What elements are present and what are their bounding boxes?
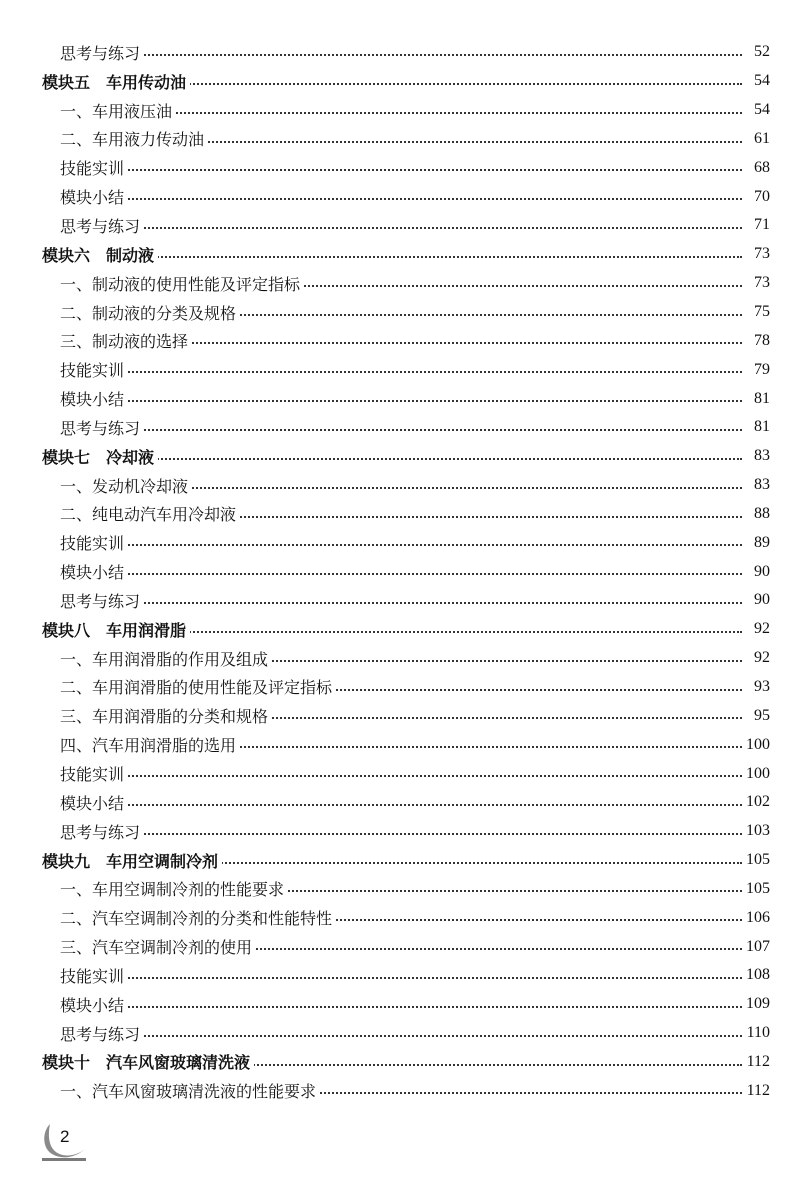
- toc-entry: [0, 644, 790, 673]
- toc-title: 三、制动液的选择: [60, 329, 192, 352]
- toc-title: 思考与练习: [60, 820, 144, 843]
- dot-leader: [60, 429, 742, 431]
- toc-entry: [0, 326, 790, 355]
- dot-leader: [60, 602, 742, 604]
- toc-entry: [0, 211, 790, 240]
- toc-title: 一、汽车风窗玻璃清洗液的性能要求: [60, 1079, 320, 1102]
- toc-page-number: 88: [750, 505, 770, 523]
- toc-entry: [0, 701, 790, 730]
- toc-module-heading: [0, 442, 790, 471]
- toc-title: 技能实训: [60, 156, 128, 179]
- toc-page-number: 103: [742, 822, 770, 840]
- toc-title: 一、车用润滑脂的作用及组成: [60, 647, 272, 670]
- toc-page-number: 106: [742, 909, 770, 927]
- dot-leader: [60, 371, 742, 373]
- toc-entry: [0, 874, 790, 903]
- toc-entry: [0, 961, 790, 990]
- page-footer: [40, 1118, 90, 1168]
- toc-title: 模块十 汽车风窗玻璃清洗液: [42, 1050, 254, 1073]
- toc-page-number: 83: [750, 447, 770, 465]
- toc-title: 思考与练习: [60, 416, 144, 439]
- toc-page-number: 100: [742, 736, 770, 754]
- toc-title: 技能实训: [60, 531, 128, 554]
- toc-title: 模块小结: [60, 387, 128, 410]
- toc-entry: [0, 730, 790, 759]
- toc-page-number: 73: [750, 245, 770, 263]
- toc-page-number: 89: [750, 534, 770, 552]
- toc-entry: [0, 788, 790, 817]
- toc-entry: [0, 903, 790, 932]
- toc-entry: [0, 269, 790, 298]
- toc-entry: [0, 38, 790, 67]
- toc-page-number: 81: [750, 390, 770, 408]
- dot-leader: [60, 573, 742, 575]
- toc-page-number: 90: [750, 591, 770, 609]
- toc-title: 思考与练习: [60, 1022, 144, 1045]
- toc-entry: [0, 471, 790, 500]
- toc-title: 模块小结: [60, 791, 128, 814]
- toc-page-number: 102: [742, 793, 770, 811]
- toc-title: 二、车用润滑脂的使用性能及评定指标: [60, 675, 336, 698]
- toc-page-number: 83: [750, 476, 770, 494]
- toc-entry: [0, 817, 790, 846]
- toc-title: 技能实训: [60, 762, 128, 785]
- toc-page-number: 70: [750, 188, 770, 206]
- toc-page-number: 90: [750, 563, 770, 581]
- toc-page-number: 92: [750, 649, 770, 667]
- toc-title: 模块九 车用空调制冷剂: [42, 849, 222, 872]
- toc-title: 二、汽车空调制冷剂的分类和性能特性: [60, 906, 336, 929]
- table-of-contents: [0, 38, 790, 1105]
- toc-entry: [0, 298, 790, 327]
- toc-entry: [0, 586, 790, 615]
- dot-leader: [60, 227, 742, 229]
- toc-title: 四、汽车用润滑脂的选用: [60, 733, 240, 756]
- toc-title: 一、发动机冷却液: [60, 474, 192, 497]
- toc-page-number: 54: [750, 72, 770, 90]
- toc-title: 思考与练习: [60, 41, 144, 64]
- toc-page-number: 93: [750, 678, 770, 696]
- toc-page-number: 52: [750, 43, 770, 61]
- dot-leader: [60, 400, 742, 402]
- toc-page-number: 112: [743, 1082, 770, 1100]
- page-number: 2: [60, 1127, 70, 1146]
- toc-page-number: 107: [742, 938, 770, 956]
- toc-entry: [0, 384, 790, 413]
- dot-leader: [60, 54, 742, 56]
- toc-module-heading: [0, 240, 790, 269]
- toc-page-number: 110: [743, 1024, 770, 1042]
- toc-title: 模块小结: [60, 560, 128, 583]
- toc-entry: [0, 673, 790, 702]
- toc-entry: [0, 125, 790, 154]
- toc-entry: [0, 413, 790, 442]
- toc-page-number: 61: [750, 130, 770, 148]
- toc-title: 模块七 冷却液: [42, 445, 158, 468]
- dot-leader: [60, 804, 742, 806]
- toc-entry: [0, 932, 790, 961]
- toc-title: 思考与练习: [60, 214, 144, 237]
- toc-entry: [0, 96, 790, 125]
- toc-page-number: 75: [750, 303, 770, 321]
- toc-title: 模块小结: [60, 185, 128, 208]
- toc-entry: [0, 759, 790, 788]
- toc-title: 模块八 车用润滑脂: [42, 618, 190, 641]
- dot-leader: [60, 1006, 742, 1008]
- toc-title: 模块六 制动液: [42, 243, 158, 266]
- toc-title: 三、汽车空调制冷剂的使用: [60, 935, 256, 958]
- toc-entry: [0, 528, 790, 557]
- toc-entry: [0, 1076, 790, 1105]
- toc-title: 一、制动液的使用性能及评定指标: [60, 272, 304, 295]
- dot-leader: [60, 198, 742, 200]
- toc-module-heading: [0, 846, 790, 875]
- toc-entry: [0, 1019, 790, 1048]
- toc-page-number: 92: [750, 620, 770, 638]
- toc-page-number: 108: [742, 966, 770, 984]
- dot-leader: [60, 1035, 742, 1037]
- dot-leader: [60, 169, 742, 171]
- toc-page-number: 81: [750, 418, 770, 436]
- toc-title: 模块五 车用传动油: [42, 70, 190, 93]
- toc-title: 模块小结: [60, 993, 128, 1016]
- toc-page-number: 105: [742, 880, 770, 898]
- toc-entry: [0, 182, 790, 211]
- dot-leader: [60, 775, 742, 777]
- dot-leader: [60, 977, 742, 979]
- toc-page-number: 105: [742, 851, 770, 869]
- toc-title: 一、车用空调制冷剂的性能要求: [60, 877, 288, 900]
- toc-module-heading: [0, 1048, 790, 1077]
- toc-page-number: 68: [750, 159, 770, 177]
- toc-entry: [0, 557, 790, 586]
- toc-title: 思考与练习: [60, 589, 144, 612]
- dot-leader: [60, 544, 742, 546]
- toc-page-number: 54: [750, 101, 770, 119]
- toc-title: 技能实训: [60, 358, 128, 381]
- toc-title: 二、纯电动汽车用冷却液: [60, 502, 240, 525]
- toc-title: 一、车用液压油: [60, 99, 176, 122]
- toc-title: 二、车用液力传动油: [60, 127, 208, 150]
- toc-page-number: 100: [742, 765, 770, 783]
- toc-entry: [0, 355, 790, 384]
- toc-entry: [0, 153, 790, 182]
- toc-page-number: 79: [750, 361, 770, 379]
- toc-entry: [0, 500, 790, 529]
- toc-title: 三、车用润滑脂的分类和规格: [60, 704, 272, 727]
- toc-entry: [0, 990, 790, 1019]
- toc-module-heading: [0, 615, 790, 644]
- toc-page-number: 73: [750, 274, 770, 292]
- dot-leader: [60, 833, 742, 835]
- toc-page-number: 95: [750, 707, 770, 725]
- toc-page-number: 109: [742, 995, 770, 1013]
- toc-page-number: 71: [750, 216, 770, 234]
- toc-module-heading: [0, 67, 790, 96]
- toc-page-number: 78: [750, 332, 770, 350]
- toc-page-number: 112: [743, 1053, 770, 1071]
- toc-title: 二、制动液的分类及规格: [60, 301, 240, 324]
- toc-title: 技能实训: [60, 964, 128, 987]
